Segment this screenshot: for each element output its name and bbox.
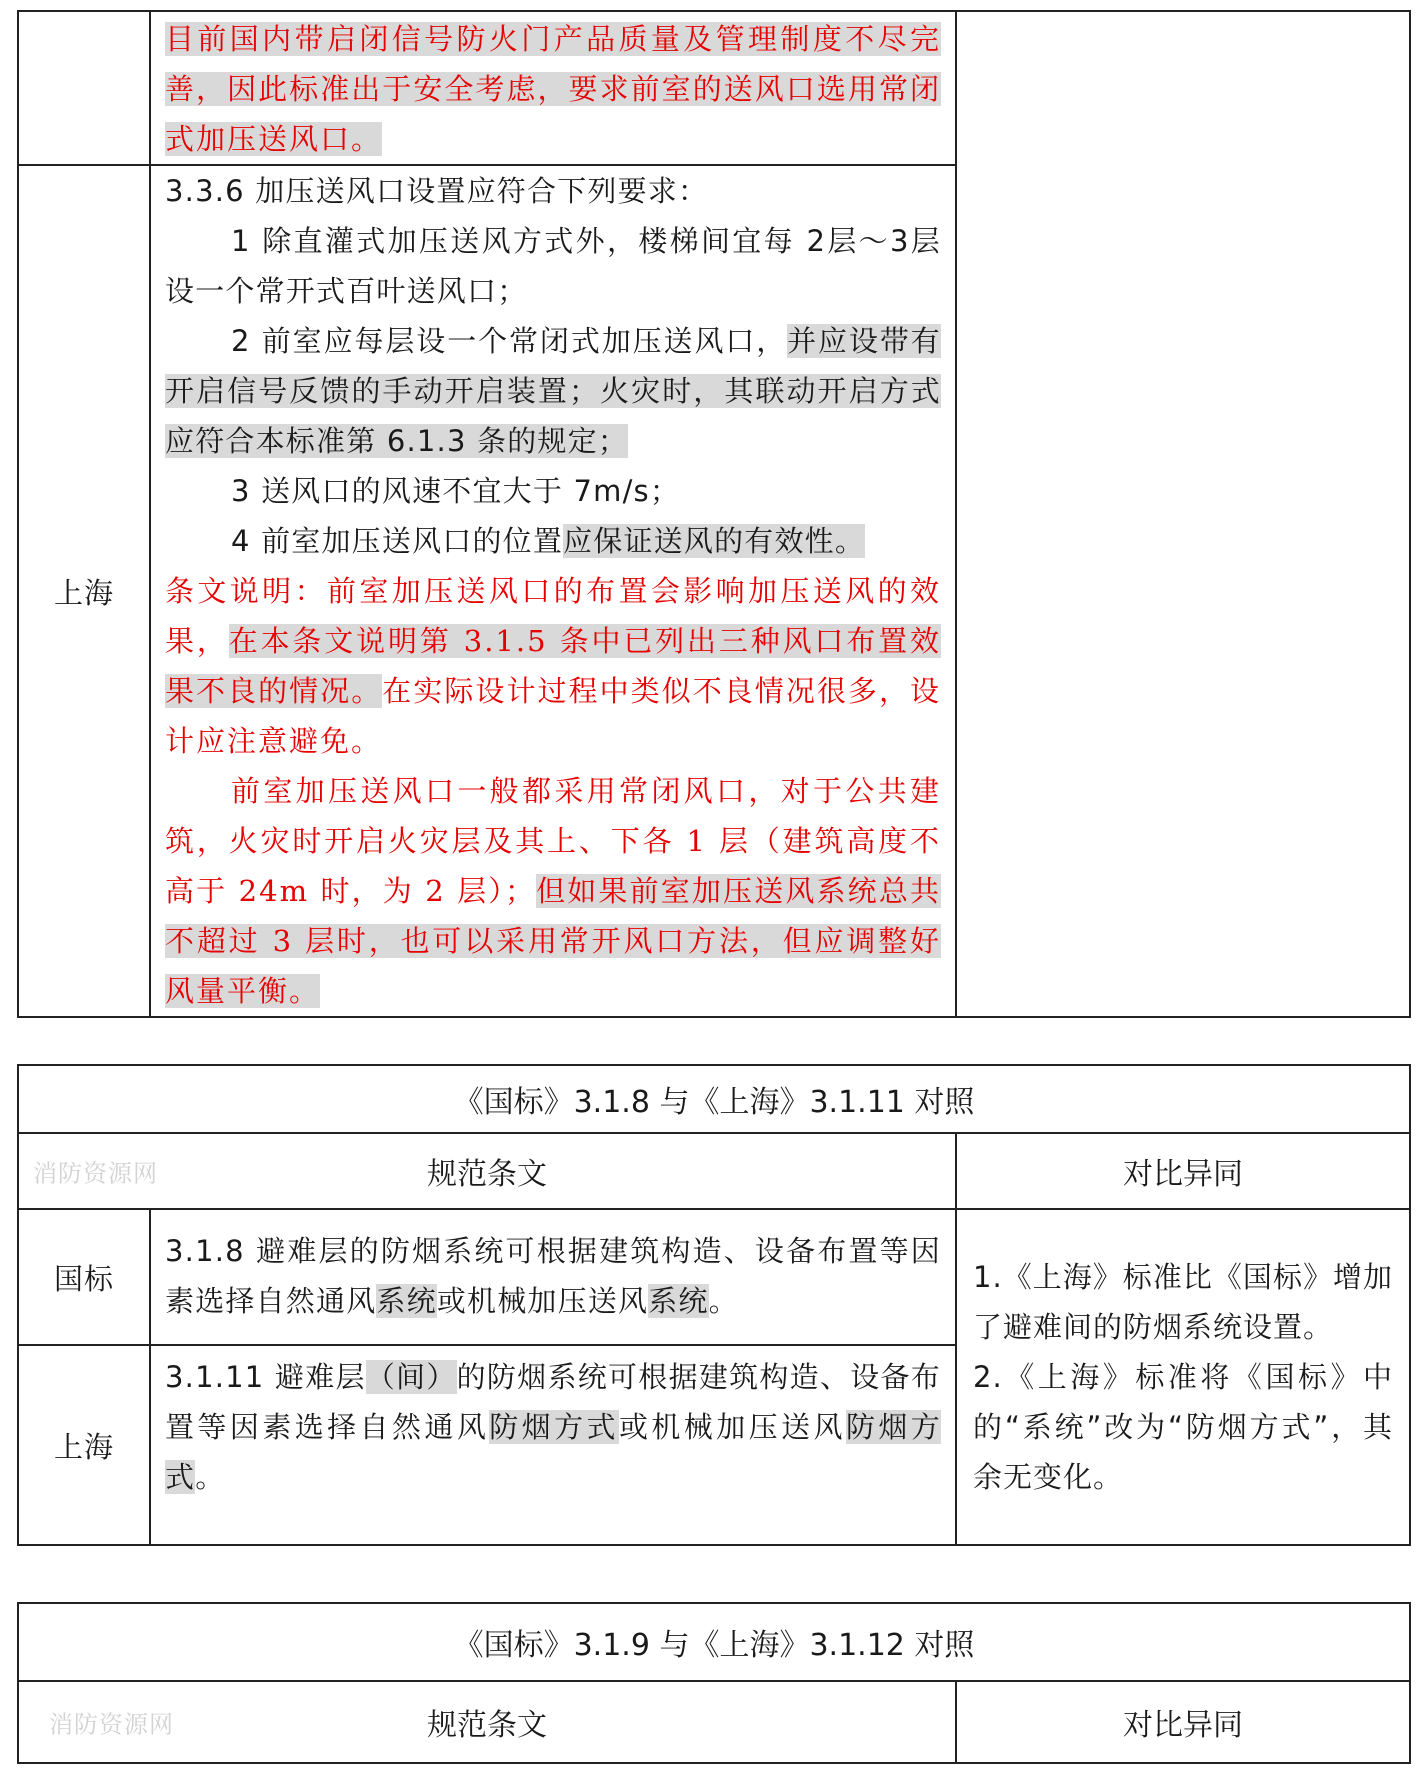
clause-item-4: 4 前室加压送风口的位置应保证送风的有效性。: [231, 524, 866, 558]
clause-item-1: 1 除直灌式加压送风方式外，楼梯间宜每 2层～3层设一个常开式百叶送风口；: [165, 224, 941, 308]
compare-point-2: 2.《上海》标准将《国标》中的“系统”改为“防烟方式”，其余无变化。: [973, 1360, 1394, 1494]
table-title: 《国标》3.1.8 与《上海》3.1.11 对照: [18, 1065, 1410, 1133]
clause-item-3: 3 送风口的风速不宜大于 7m/s；: [231, 474, 681, 508]
watermark: 消防资源网: [33, 1159, 158, 1188]
comparison-table-3-1-8: [17, 1064, 1411, 1546]
commentary-paragraph-2: 前室加压送风口一般都采用常闭风口，对于公共建筑，火灾时开启火灾层及其上、下各 1 层（建筑高度不高于 24m 时，为 2 层）；但如果前室加压送风系统总共不超过 3 层时，也可以采用常开风口方法，但应调整好风量平衡。: [165, 774, 941, 1008]
region-cell: [18, 11, 150, 165]
clause-item-2: 2 前室应每层设一个常闭式加压送风口，并应设带有开启信号反馈的手动开启装置；火灾时，其联动开启方式应符合本标准第 6.1.3 条的规定；: [165, 324, 941, 458]
region-cell-gb: 国标: [18, 1209, 150, 1345]
compare-cell: [956, 1209, 1410, 1545]
clause-cell-sh: 3.1.11 避难层（间）的防烟系统可根据建筑构造、设备布置等因素选择自然通风防烟方式或机械加压送风防烟方式。: [150, 1345, 956, 1545]
compare-point-1: 1.《上海》标准比《国标》增加了避难间的防烟系统设置。: [973, 1260, 1394, 1344]
region-cell-sh: 上海: [18, 1345, 150, 1545]
table-row: [18, 11, 1410, 165]
table-title: 《国标》3.1.9 与《上海》3.1.12 对照: [18, 1603, 1410, 1681]
clause-title: 3.3.6 加压送风口设置应符合下列要求：: [165, 174, 709, 208]
comparison-table-3-3-6: [17, 10, 1411, 1018]
clause-cell: [150, 11, 956, 165]
comparison-table-3-1-9: [17, 1602, 1411, 1764]
clause-cell-gb: 3.1.8 避难层的防烟系统可根据建筑构造、设备布置等因素选择自然通风系统或机械加压送风系统。: [150, 1209, 956, 1345]
commentary-paragraph-1: 条文说明：前室加压送风口的布置会影响加压送风的效果，在本条文说明第 3.1.5 条中已列出三种风口布置效果不良的情况。在实际设计过程中类似不良情况很多，设计应注意避免。: [165, 574, 941, 758]
header-clause: 消防资源网 规范条文: [18, 1133, 956, 1209]
header-clause: 消防资源网 规范条文: [18, 1681, 956, 1763]
header-compare: 对比异同: [956, 1681, 1410, 1763]
region-cell: 上海: [18, 165, 150, 1017]
clause-cell: [150, 165, 956, 1017]
commentary-text: 目前国内带启闭信号防火门产品质量及管理制度不尽完善，因此标准出于安全考虑，要求前室的送风口选用常闭式加压送风口。: [165, 22, 941, 156]
compare-cell: [956, 11, 1410, 1017]
watermark: 消防资源网: [49, 1710, 174, 1739]
header-compare: 对比异同: [956, 1133, 1410, 1209]
